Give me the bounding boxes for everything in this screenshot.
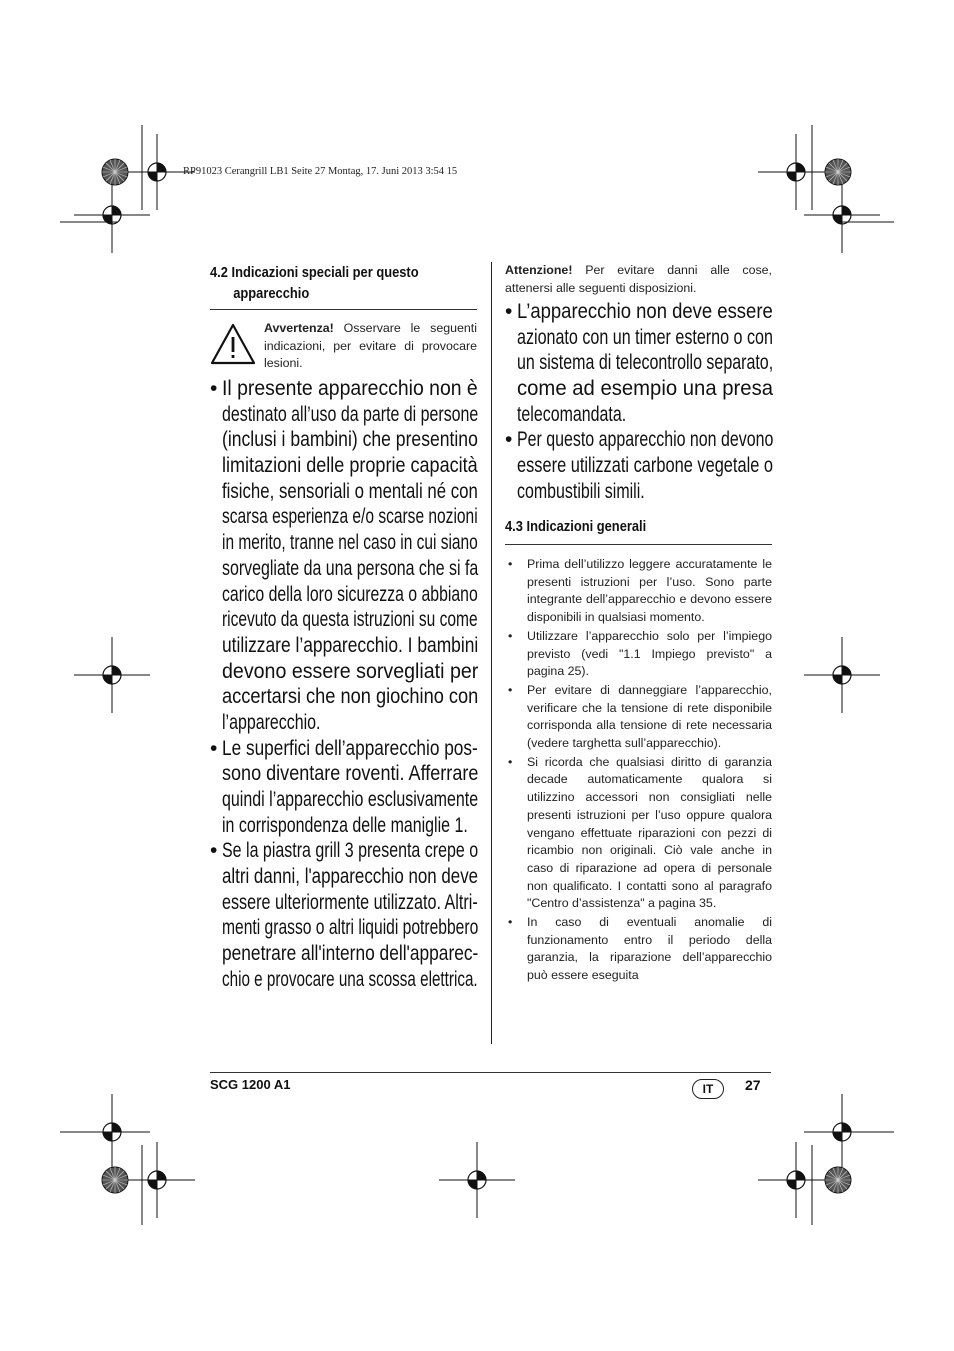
- section-rule: [210, 309, 477, 310]
- section-rule: [505, 544, 772, 545]
- attention-note: [505, 262, 772, 297]
- bullet-line: azionato con un timer esterno o con: [517, 325, 773, 349]
- section-title-line1: 4.2 Indicazioni speciali per questo: [210, 264, 419, 281]
- general-item: • Si ricorda che qualsiasi diritto di garanzia decade automaticamente qualora si utilizzino accessori non consigliati nelle presenti istruzioni per l’uso oppure qualora vengano effettuate riparazioni con pezzi di ricambio non originali. Ciò vale anche in caso di riparazione ad opera di personale non qualificato. I contatti sono al paragrafo "Centro d’assistenza" a pagina 35.: [508, 754, 772, 911]
- bullet-dot: •: [210, 839, 218, 863]
- right-bullet-list: [505, 299, 773, 505]
- bullet-line: ricevuto da questa istruzioni su come: [222, 608, 478, 632]
- bullet-line: essere utilizzati carbone vegetale o: [517, 454, 774, 478]
- footer-rule: [210, 1072, 771, 1073]
- bullet-line: Le superfici dell’apparecchio pos-: [222, 736, 478, 760]
- bullet-line: carico della loro sicurezza o abbiano: [222, 582, 478, 606]
- section-title-4-2: [210, 262, 419, 304]
- language-badge: IT: [692, 1079, 724, 1099]
- bullet-dot: •: [210, 377, 218, 400]
- bullet-line: Il presente apparecchio non è: [222, 377, 478, 400]
- warning-triangle-icon: [210, 322, 256, 366]
- bullet-line: scarsa esperienza e/o scarse nozioni: [222, 505, 478, 529]
- column-divider: [491, 262, 492, 1044]
- general-item: • Prima dell’utilizzo leggere accuratamente le presenti istruzioni per l’uso. Sono parte integrante dell’apparecchio e devono essere disponibili in qualsiasi momento.: [508, 557, 772, 625]
- bullet-dot: •: [210, 736, 218, 760]
- right-bullet-1: [505, 299, 773, 427]
- bullet-line: combustibili simili.: [517, 479, 645, 503]
- print-info-header: RP91023 Cerangrill LB1 Seite 27 Montag, 17. Juni 2013 3:54 15: [183, 166, 458, 177]
- left-bullet-list: [210, 376, 478, 993]
- left-bullet-3: [210, 838, 478, 992]
- bullet-line: (inclusi i bambini) che presentino: [222, 428, 478, 452]
- general-item-text: In caso di eventuali anomalie di funzionamento entro il periodo della garanzia, la riparazione dell’apparecchio può essere eseguita: [527, 915, 772, 983]
- bullet-line: un sistema di telecontrollo separato,: [517, 351, 774, 375]
- section-title-4-3: 4.3 Indicazioni generali: [505, 518, 647, 535]
- bullet-line: l’apparecchio.: [222, 710, 321, 734]
- bullet-line: Se la piastra grill 3 presenta crepe o: [222, 839, 479, 863]
- general-item: • In caso di eventuali anomalie di funzionamento entro il periodo della garanzia, la riparazione dell’apparecchio può essere eseguita: [508, 915, 772, 983]
- bullet-line: devono essere sorvegliati per: [222, 659, 479, 683]
- warning-text: Osservare le seguenti indicazioni, per evitare di provocare lesioni.: [264, 321, 477, 371]
- general-item: • Utilizzare l’apparecchio solo per l’impiego previsto (vedi "1.1 Impiego previsto" a pagina 25).: [508, 628, 772, 679]
- bullet-line: chio e provocare una scossa elettrica.: [222, 967, 478, 991]
- bullet-line: sono diventare roventi. Afferrare: [222, 762, 479, 786]
- bullet-line: utilizzare l’apparecchio. I bambini: [222, 633, 479, 657]
- bullet-line: menti grasso o altri liquidi potrebbero: [222, 916, 479, 940]
- bullet-line: L’apparecchio non deve essere: [517, 300, 773, 323]
- bullet-line: accertarsi che non giochino con: [222, 685, 479, 709]
- bullet-line: telecomandata.: [517, 402, 627, 426]
- bullet-line: altri danni, l'apparecchio non deve: [222, 865, 479, 889]
- bullet-line: limitazioni delle proprie capacità: [222, 454, 478, 478]
- warning-note: [264, 320, 477, 373]
- bullet-line: sorvegliate da una persona che si fa: [222, 556, 479, 580]
- bullet-dot: •: [505, 428, 513, 452]
- attention-label: Attenzione!: [505, 263, 573, 277]
- bullet-line: destinato all’uso da parte di persone: [222, 402, 479, 426]
- section-title-line2: apparecchio: [233, 285, 310, 302]
- footer-model: SCG 1200 A1: [210, 1077, 291, 1092]
- bullet-line: in corrispondenza delle maniglie 1.: [222, 813, 468, 837]
- bullet-line: essere ulteriormente utilizzato. Altri-: [222, 890, 478, 914]
- bullet-line: come ad esempio una presa: [517, 377, 773, 401]
- bullet-line: quindi l’apparecchio esclusivamente: [222, 788, 479, 811]
- attention-text: Per evitare danni alle cose, attenersi alle seguenti disposizioni.: [505, 263, 772, 295]
- bullet-line: in merito, tranne nel caso in cui siano: [222, 531, 478, 555]
- bullet-line: penetrare all'interno dell'apparec-: [222, 942, 479, 966]
- general-item-text: Prima dell’utilizzo leggere accuratamente le presenti istruzioni per l’uso. Sono parte integrante dell’apparecchio e devono essere disponibili in qualsiasi momento.: [527, 557, 772, 625]
- bullet-line: fisiche, sensoriali o mentali né con: [222, 479, 478, 503]
- left-bullet-2: [210, 736, 478, 839]
- general-item-text: Utilizzare l’apparecchio solo per l’impiego previsto (vedi "1.1 Impiego previsto" a pagina 25).: [527, 628, 772, 679]
- right-bullet-2: [505, 427, 773, 504]
- left-bullet-1: [210, 376, 478, 736]
- general-item-text: Si ricorda che qualsiasi diritto di garanzia decade automaticamente qualora si utilizzino accessori non consigliati nelle presenti istruzioni per l’uso oppure qualora vengano effettuate riparazioni con pezzi di ricambio non originali. Ciò vale anche in caso di riparazione ad opera di personale non qualificato. I contatti sono al paragrafo "Centro d’assistenza" a pagina 35.: [527, 754, 772, 911]
- general-items-list: [505, 556, 772, 986]
- page-number: 27: [745, 1077, 761, 1093]
- general-item: • Per evitare di danneggiare l’apparecchio, verificare che la tensione di rete disponibile corrisponda alla tensione di rete necessaria (vedere targhetta sull’apparecchio).: [508, 682, 772, 751]
- general-item-text: Per evitare di danneggiare l’apparecchio, verificare che la tensione di rete disponibile corrisponda alla tensione di rete necessaria (vedere targhetta sull’apparecchio).: [527, 682, 772, 751]
- bullet-line: Per questo apparecchio non devono: [517, 428, 774, 452]
- bullet-dot: •: [505, 300, 513, 323]
- warning-label: Avvertenza!: [264, 321, 334, 335]
